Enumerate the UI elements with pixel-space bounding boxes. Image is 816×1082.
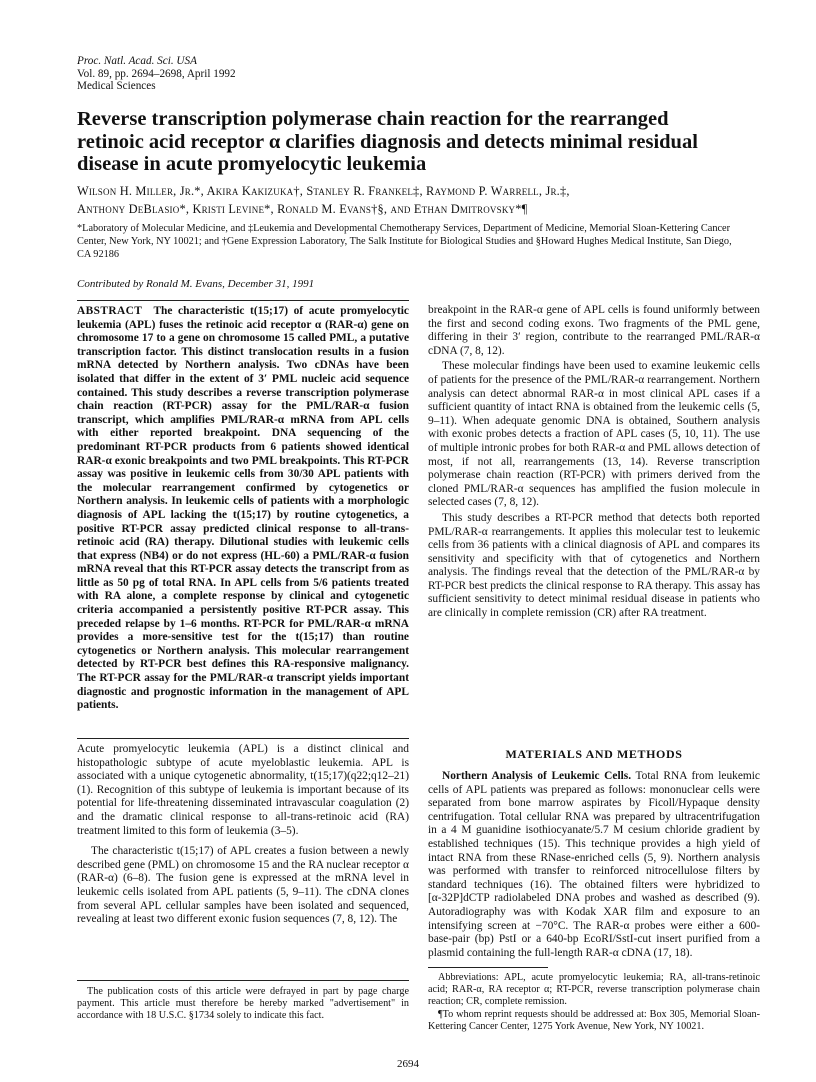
footnote-abbreviations: Abbreviations: APL, acute promyelocytic leukemia; RA, all-trans-retinoic acid; RAR-α, RA receptor α; RT-PCR, reverse transcription polymerase chain reaction; CR, complete remission.	[428, 972, 760, 1008]
abstract-text: The characteristic t(15;17) of acute promyelocytic leukemia (APL) fuses the retinoic acid receptor α (RAR-α) gene on chromosome 17 to a gene on chromosome 15 called PML, a putative transcription factor. This distinct translocation results in a fusion mRNA detected by Northern analysis. Two cDNAs have been isolated that differ in the extent of 3′ PML nucleic acid sequence contained. This study describes a reverse transcription polymerase chain reaction (RT-PCR) assay for the PML/RAR-α fusion transcript, which amplifies PML/RAR-α mRNA from APL cells with either reported breakpoint. DNA sequencing of the predominant RT-PCR products from 6 patients showed identical RAR-α exonic breakpoints and two PML breakpoints. This RT-PCR assay was positive in leukemic cells from 30/30 APL patients with the molecular rearrangement confirmed by cytogenetics or Northern analysis. In leukemic cells of patients with a morphologic diagnosis of APL lacking the t(15;17) by routine cytogenetics, a positive RT-PCR assay predicted clinical response to all-trans-retinoic acid (RA) therapy. Dilutional studies with leukemic cells that express (NB4) or do not express (HL-60) a PML/RAR-α fusion mRNA reveal that this RT-PCR assay detects the transcript from as little as 50 pg of total RNA. In APL cells from 5/6 patients treated with RA alone, a complete response by clinical and cytogenetic criteria accompanied a persistently positive RT-PCR assay. This preceded relapse by 1–6 months. RT-PCR for PML/RAR-α mRNA provides a more-sensitive test for the t(15;17) than routine cytogenetics or Northern analysis. This molecular rearrangement detected by RT-PCR best defines this RA-responsive malignancy. The RT-PCR assay for the PML/RAR-α transcript yields important diagnostic and prognostic information in the management of APL patients.	[77, 305, 409, 712]
introduction	[77, 743, 409, 927]
methods-heading: MATERIALS AND METHODS	[505, 747, 683, 761]
right-column-text	[428, 304, 760, 621]
journal-volume: Vol. 89, pp. 2694–2698, April 1992	[77, 67, 236, 80]
journal-name: Proc. Natl. Acad. Sci. USA	[77, 55, 197, 67]
author-line-2: Anthony DeBlasio*, Kristi Levine*, Ronald M. Evans†§, and Ethan Dmitrovsky*¶	[77, 202, 528, 216]
footnote-rule-left	[77, 980, 409, 981]
right-paragraph-2: These molecular findings have been used to examine leukemic cells of patients for the presence of the PML/RAR-α rearrangement. Northern analysis can detect abnormal RAR-α in most clinical APL cases if a sufficient quantity of intact RNA is obtained from the leukemic cells (5, 9–11). When adequate genomic DNA is obtained, Southern analysis with exonic probes detects a fraction of APL cases (5, 10, 11). The use of multiple intronic probes for both RAR-α and PML allows detection of most, if not all, rearrangements (13, 14). Reverse transcription polymerase chain reaction (RT-PCR) with primers derived from the cloned PML/RAR-α sequences has amplified the fusion molecule in selected cases (7, 8, 12).	[428, 360, 760, 509]
abstract-label: ABSTRACT	[77, 305, 143, 317]
author-list	[77, 182, 747, 218]
page-number: 2694	[397, 1058, 419, 1070]
abstract-top-rule	[77, 300, 409, 301]
abstract	[77, 305, 409, 713]
journal-header	[77, 55, 236, 93]
intro-paragraph-1: Acute promyelocytic leukemia (APL) is a distinct clinical and histopathologic subtype of acute myeloblastic leukemia. APL is associated with a unique cytogenetic abnormality, t(15;17)(q22;q12–21) (1). Recognition of this subtype of leukemia is important because of its potential for life-threatening disseminated intravascular coagulation (2) and the dramatic clinical response to all-trans-retinoic acid (RA) treatment limited to this form of leukemia (3–5).	[77, 743, 409, 837]
affiliations: *Laboratory of Molecular Medicine, and ‡Leukemia and Developmental Chemotherapy Services, Department of Medicine, Memorial Sloan-Kettering Cancer Center, New York, NY 10021; and †Gene Expression Laboratory, The Salk Institute for Biological Studies and §Howard Hughes Medical Institute, San Diego, CA 92186	[77, 223, 732, 261]
footnote-rule-right	[428, 967, 548, 968]
contributed-by: Contributed by Ronald M. Evans, December 31, 1991	[77, 278, 315, 290]
abstract-bottom-rule	[77, 738, 409, 739]
publication-note-text: The publication costs of this article were defrayed in part by page charge payment. This article must therefore be hereby marked "advertisement" in accordance with 18 U.S.C. §1734 solely to indicate this fact.	[77, 986, 409, 1022]
methods-subheading: Northern Analysis of Leukemic Cells.	[442, 770, 632, 782]
article-title: Reverse transcription polymerase chain reaction for the rearranged retinoic acid receptor α clarifies diagnosis and detects minimal residual disease in acute promyelocytic leukemia	[77, 108, 698, 175]
footnote-reprints: ¶To whom reprint requests should be addressed at: Box 305, Memorial Sloan-Kettering Cancer Center, 1275 York Avenue, New York, NY 10021.	[428, 1008, 760, 1032]
footnotes	[428, 972, 760, 1033]
right-paragraph-3: This study describes a RT-PCR method that detects both reported PML/RAR-α rearrangements. It applies this molecular test to leukemic cells from 36 patients with a clinical diagnosis of APL and compares its sensitivity and specificity with that of cytogenetics and Northern analysis. The findings reveal that the detection of the PML/RAR-α by RT-PCR best predicts the clinical response to RA therapy. This assay has sufficient sensitivity to detect minimal residual disease in patients who are clinically in complete remission (CR) after RA treatment.	[428, 511, 760, 620]
author-line-1: Wilson H. Miller, Jr.*, Akira Kakizuka†, Stanley R. Frankel‡, Raymond P. Warrell, Jr.‡,	[77, 184, 570, 198]
journal-section: Medical Sciences	[77, 80, 156, 92]
methods-text: Total RNA from leukemic cells of APL patients was prepared as follows: mononuclear cells were separated from bone marrow aspirates by Ficoll/Hypaque density centrifugation. Total cellular RNA was prepared by ultracentrifugation in a 4 M guanidine isothiocyanate/5.7 M cesium chloride gradient by established techniques (15). This technique provides a high yield of intact RNA from these RNase-enriched cells (5, 9). Northern analysis was performed with transfer to reinforced nitrocellulose filters by standard techniques (16). The obtained filters were hybridized to [α-32P]dCTP radiolabeled DNA probes and washed as described (9). Autoradiography was with Kodak XAR film and exposure to an intensifying screen at −70°C. The RAR-α probes were either a 600-base-pair (bp) PstI or a 640-bp EcoRI/SstI-cut insert purified from a plasmid containing the full-length RAR-α cDNA (17, 18).	[428, 770, 760, 959]
publication-note	[77, 986, 409, 1023]
methods-section	[428, 770, 760, 960]
intro-paragraph-2: The characteristic t(15;17) of APL creates a fusion between a newly described gene (PML) on chromosome 15 and the RA nuclear receptor α (RAR-α) (6–8). The fusion gene is expressed at the mRNA level in leukemic cells isolated from APL patients (5, 9–11). The cDNA clones from several APL cellular samples have been isolated and sequenced, revealing at least two different exonic fusion sequences (7, 8, 12). The	[77, 845, 409, 926]
right-paragraph-1: breakpoint in the RAR-α gene of APL cells is found uniformly between the first and second coding exons. Two fragments of the PML gene, differing in their 3′ region, contribute to the rearranged PML/RAR-α cDNA (7, 8, 12).	[428, 304, 760, 357]
